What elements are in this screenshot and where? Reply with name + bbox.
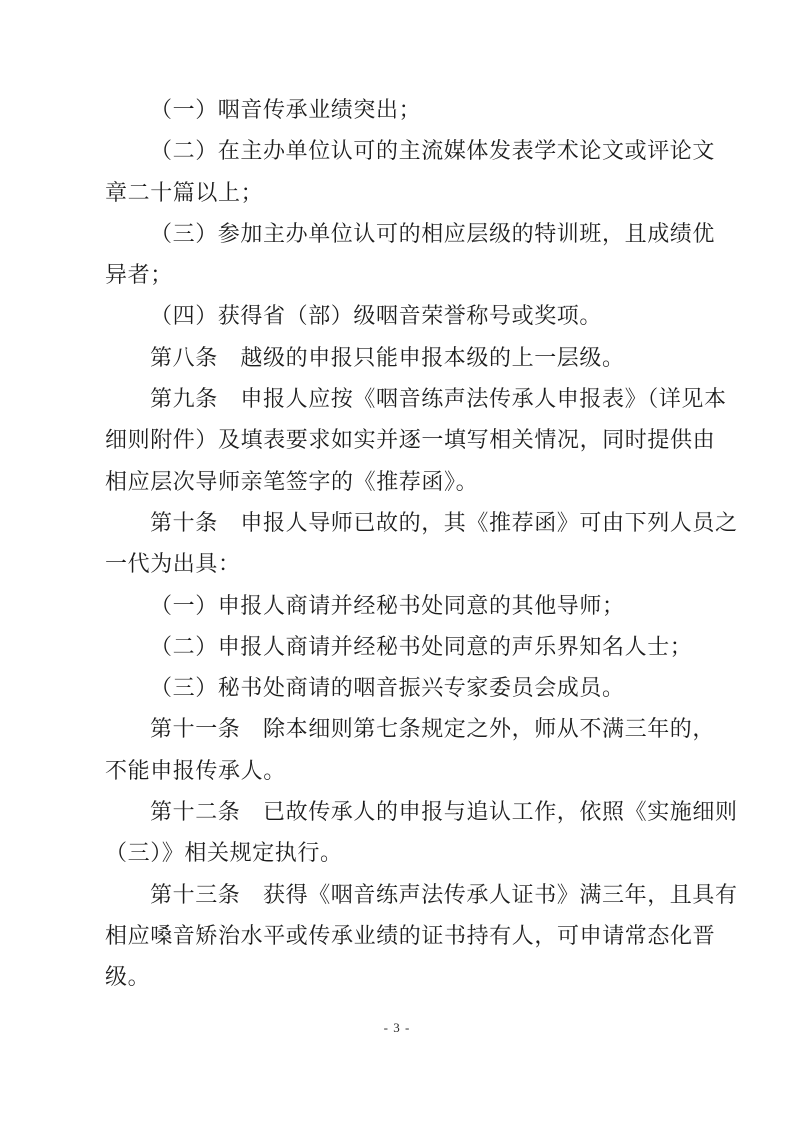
text-line: （一）咽音传承业绩突出； [150,97,422,122]
text-line: （三）参加主办单位认可的相应层级的特训班，且成绩优 [150,220,716,246]
text-line: 第九条 申报人应按《咽音练声法传承人申报表》（详见本 [150,386,727,412]
text-line: 异者； [105,262,173,288]
text-line: 第十一条 除本细则第七条规定之外，师从不满三年的， [150,716,716,742]
text-line: （三）秘书处商请的咽音振兴专家委员会成员。 [150,675,625,701]
text-line: 一代为出具： [105,551,241,577]
text-line: （一）申报人商请并经秘书处同意的其他导师； [150,592,625,618]
text-line: 第十二条 已故传承人的申报与追认工作，依照《实施细则 [150,799,738,825]
text-line: 第十条 申报人导师已故的，其《推荐函》可由下列人员之 [150,509,738,535]
text-line: （二）申报人商请并经秘书处同意的声乐界知名人士； [150,633,693,659]
text-line: （二）在主办单位认可的主流媒体发表学术论文或评论文 [150,138,716,164]
text-line: （四）获得省（部）级咽音荣誉称号或奖项。 [150,303,603,329]
text-line: 第八条 越级的申报只能申报本级的上一层级。 [150,344,625,370]
text-line: 不能申报传承人。 [105,757,286,783]
text-line: 相应嗓音矫治水平或传承业绩的证书持有人，可申请常态化晋 [105,922,716,948]
page-number: - 3 - [383,1020,411,1035]
text-line: 级。 [105,964,151,990]
document-body [105,89,738,998]
text-line: 第十三条 获得《咽音练声法传承人证书》满三年，且具有 [150,881,738,907]
text-line: 相应层次导师亲笔签字的《推荐函》。 [105,468,479,494]
text-line: 章二十篇以上； [105,179,264,205]
text-line: 细则附件）及填表要求如实并逐一填写相关情况，同时提供由 [105,427,716,453]
text-line: （三）》相关规定执行。 [105,840,343,866]
